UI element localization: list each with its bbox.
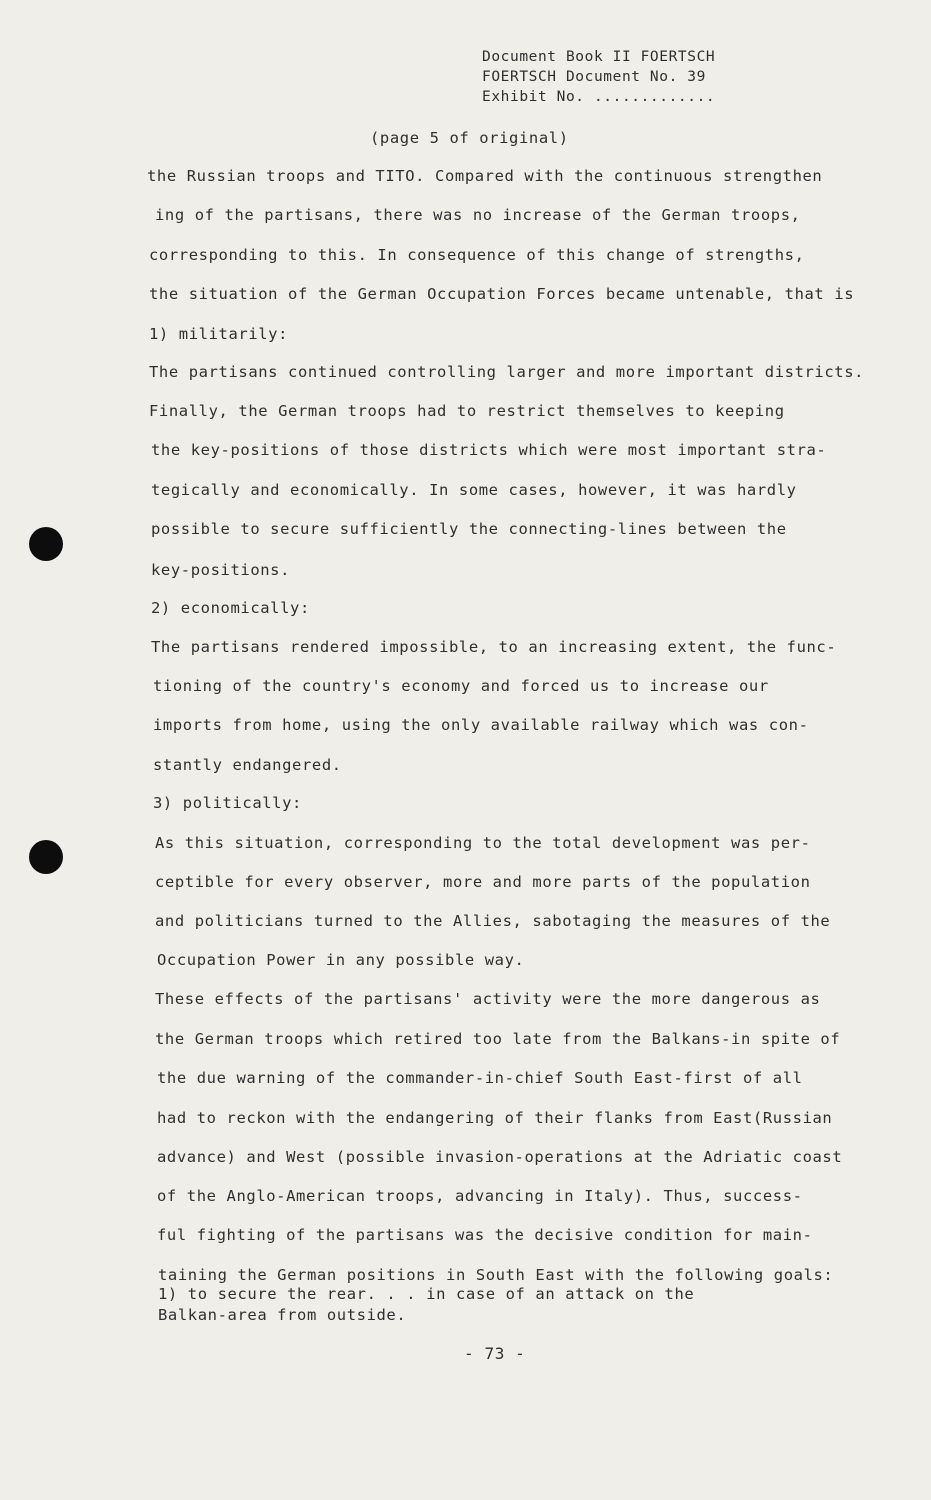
body-line: and politicians turned to the Allies, sabotaging the measures of the: [155, 912, 831, 930]
punch-hole-lower: [29, 840, 63, 874]
page-number: - 73 -: [464, 1344, 526, 1363]
body-line: the key-positions of those districts which were most important stra-: [151, 441, 827, 459]
body-line: 2) economically:: [151, 599, 310, 617]
body-line: the German troops which retired too late from the Balkans-in spite of: [155, 1030, 841, 1048]
body-line: corresponding to this. In consequence of this change of strengths,: [149, 246, 805, 264]
body-line: of the Anglo-American troops, advancing in Italy). Thus, success-: [157, 1187, 803, 1205]
body-line: The partisans continued controlling larger and more important districts.: [149, 363, 865, 381]
body-line: Finally, the German troops had to restrict themselves to keeping: [149, 402, 785, 420]
body-line: the situation of the German Occupation Forces became untenable, that is: [149, 285, 855, 303]
body-line: tegically and economically. In some cases, however, it was hardly: [151, 481, 797, 499]
body-line: tioning of the country's economy and forced us to increase our: [153, 677, 769, 695]
header-exhibit-number: Exhibit No. .............: [482, 89, 716, 105]
body-line: ful fighting of the partisans was the decisive condition for main-: [157, 1226, 813, 1244]
body-line: 3) politically:: [153, 794, 302, 812]
header-document-number: FOERTSCH Document No. 39: [482, 69, 706, 85]
body-line: These effects of the partisans' activity were the more dangerous as: [155, 990, 821, 1008]
body-line: As this situation, corresponding to the total development was per-: [155, 834, 811, 852]
body-line: had to reckon with the endangering of their flanks from East(Russian: [157, 1109, 833, 1127]
header-document-book: Document Book II FOERTSCH: [482, 49, 716, 65]
body-line: ing of the partisans, there was no increase of the German troops,: [155, 206, 801, 224]
original-page-reference: (page 5 of original): [370, 129, 569, 147]
body-line: Occupation Power in any possible way.: [157, 951, 525, 969]
body-line: possible to secure sufficiently the connecting-lines between the: [151, 520, 787, 538]
punch-hole-upper: [29, 527, 63, 561]
body-line: imports from home, using the only available railway which was con-: [153, 716, 809, 734]
body-line: The partisans rendered impossible, to an increasing extent, the func-: [151, 638, 837, 656]
body-line: Balkan-area from outside.: [158, 1306, 407, 1324]
body-line: taining the German positions in South East with the following goals:: [158, 1266, 834, 1284]
body-line: stantly endangered.: [153, 756, 342, 774]
body-line: the due warning of the commander-in-chief South East-first of all: [157, 1069, 803, 1087]
body-line: the Russian troops and TITO. Compared with the continuous strengthen: [147, 167, 823, 185]
body-line: key-positions.: [151, 561, 291, 579]
body-line: advance) and West (possible invasion-operations at the Adriatic coast: [157, 1148, 843, 1166]
body-line: 1) militarily:: [149, 325, 289, 343]
body-line: ceptible for every observer, more and more parts of the population: [155, 873, 811, 891]
body-line: 1) to secure the rear. . . in case of an attack on the: [158, 1285, 695, 1303]
